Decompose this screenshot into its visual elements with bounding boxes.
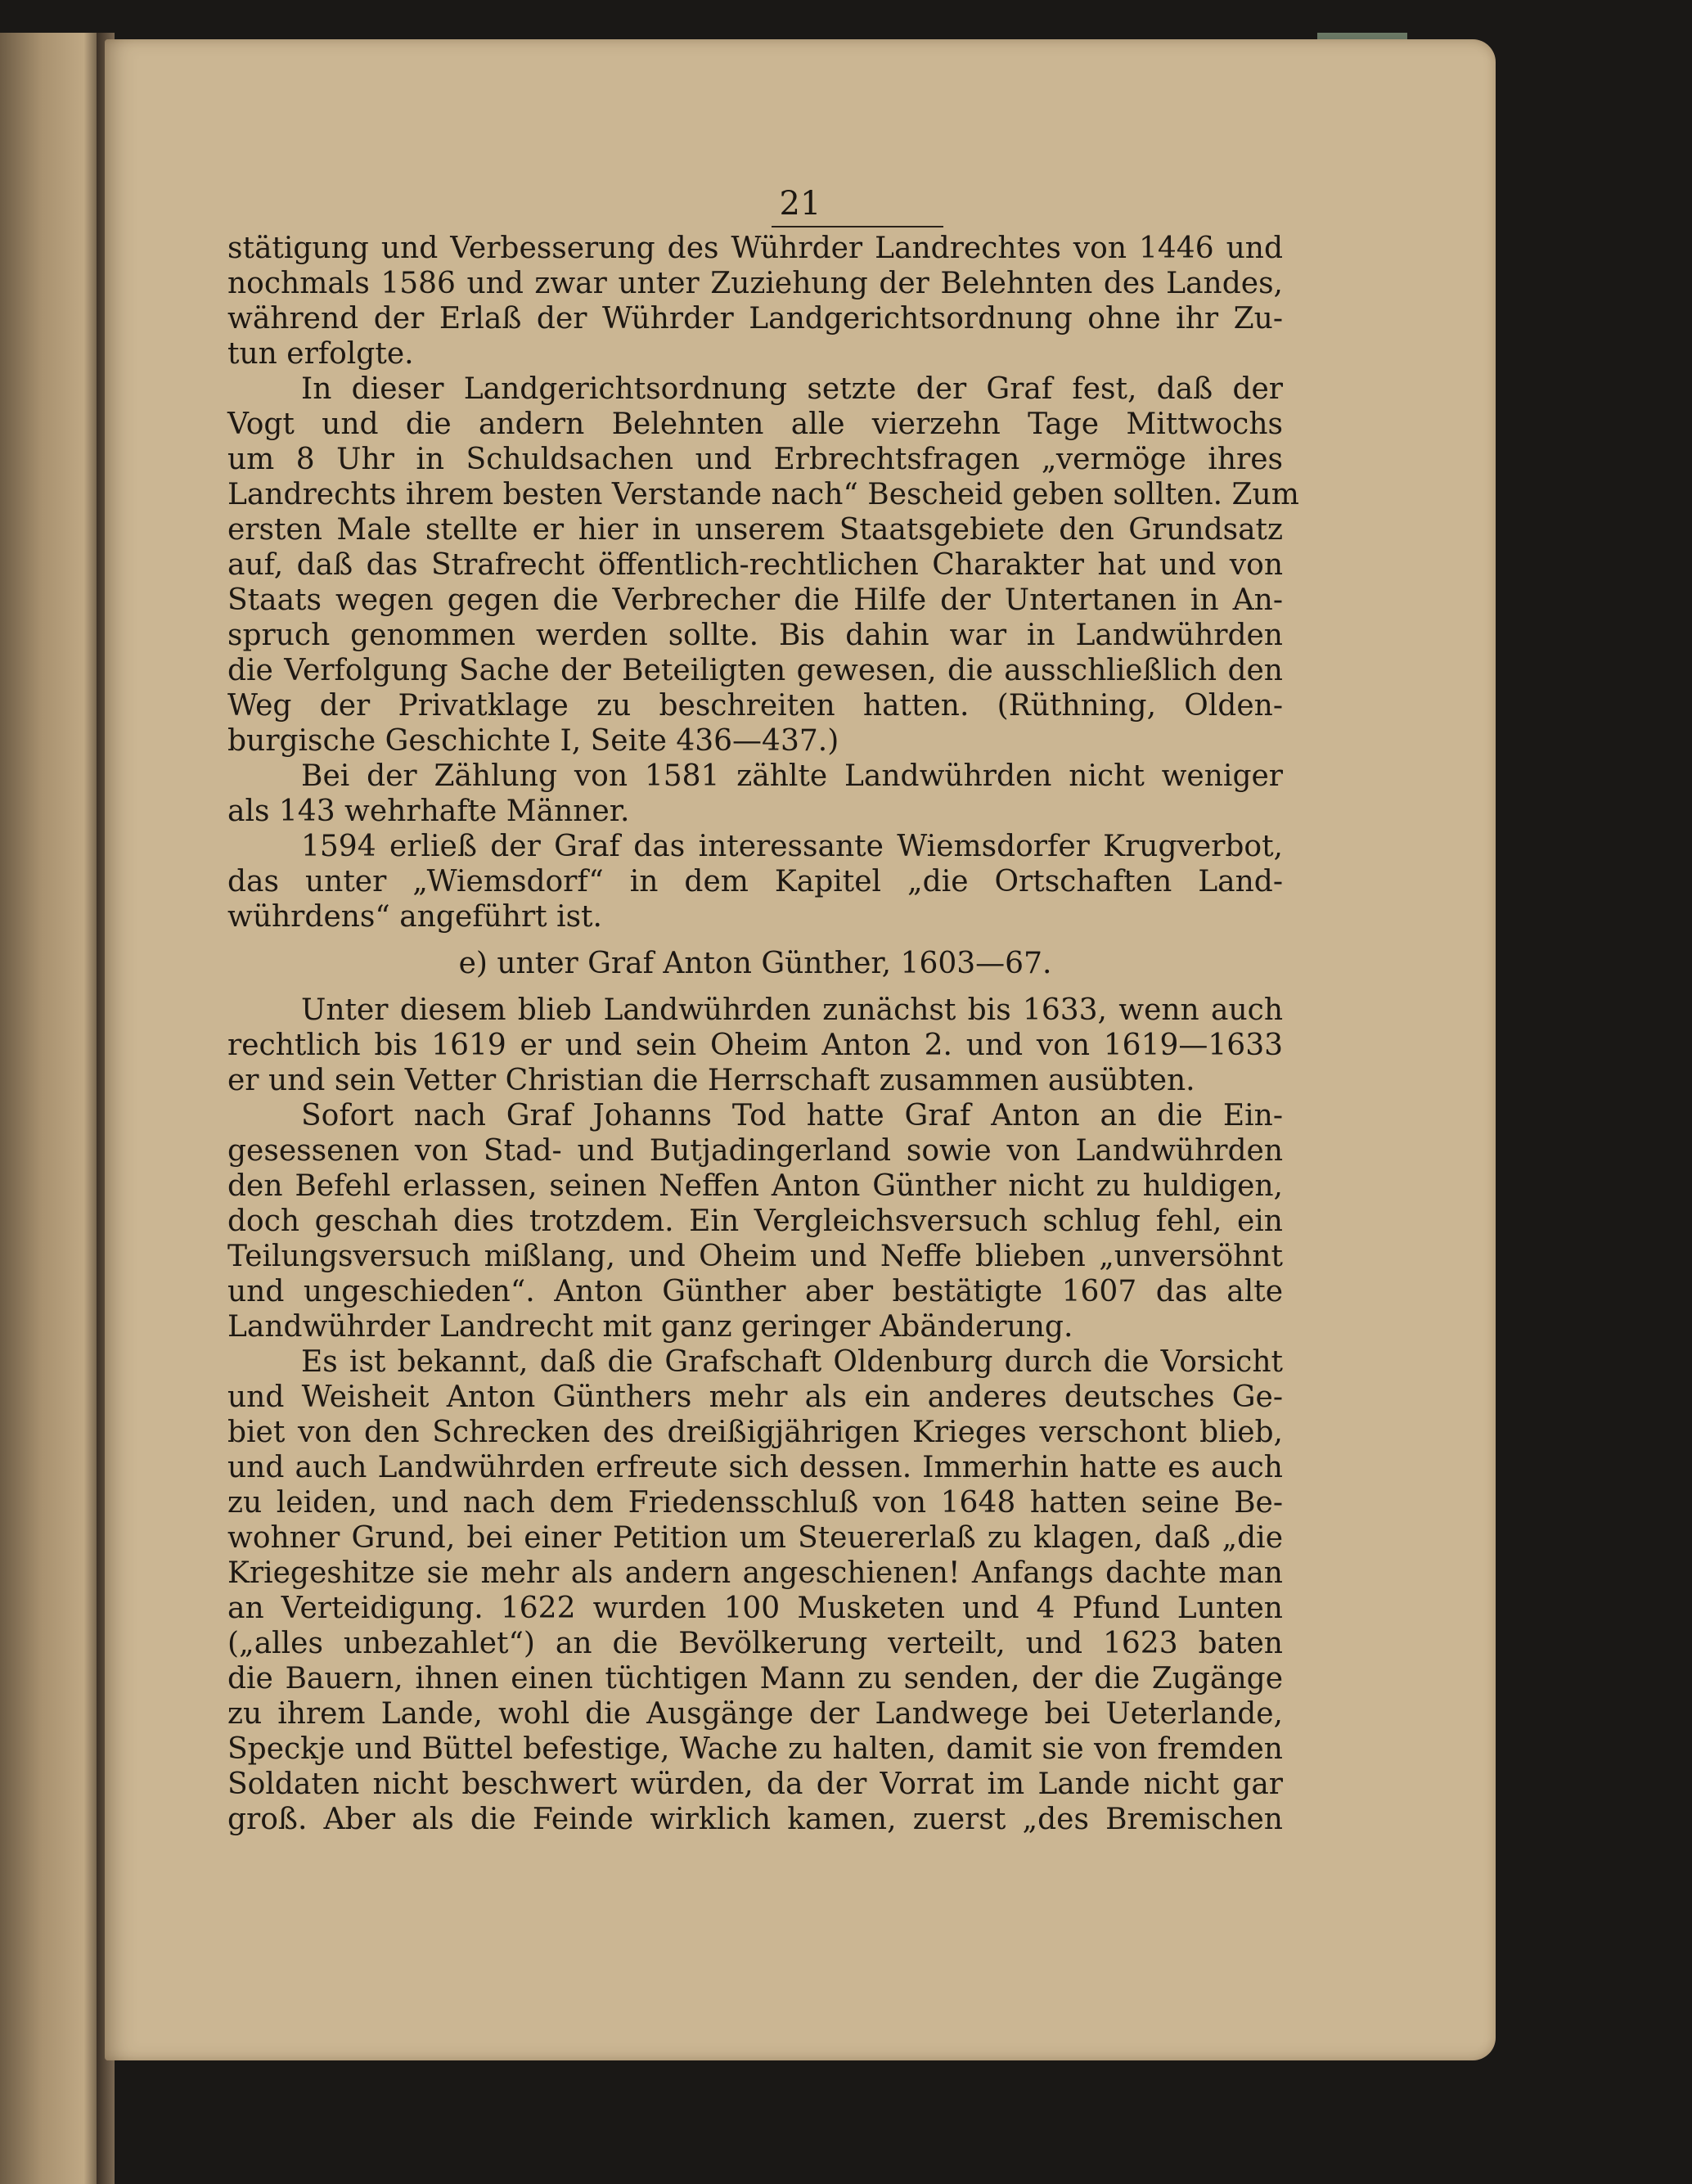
text-line: und Weisheit Anton Günthers mehr als ein anderes deutsches Ge- xyxy=(227,1380,1283,1414)
text-line: Teilungsversuch mißlang, und Oheim und Neffe blieben „unversöhnt xyxy=(227,1240,1283,1273)
text-line: Vogt und die andern Belehnten alle vierzehn Tage Mittwochs xyxy=(227,408,1283,441)
text-line: während der Erlaß der Wührder Landgerichtsordnung ohne ihr Zu- xyxy=(227,302,1283,335)
text-line: und ungeschieden“. Anton Günther aber bestätigte 1607 das alte xyxy=(227,1275,1283,1308)
text-line: zu ihrem Lande, wohl die Ausgänge der Landwege bei Ueterlande, xyxy=(227,1697,1283,1731)
text-line: auf, daß das Strafrecht öffentlich-rechtlichen Charakter hat und von xyxy=(227,548,1283,582)
text-line: Kriegeshitze sie mehr als andern angeschienen! Anfangs dachte man xyxy=(227,1556,1283,1590)
text-line: stätigung und Verbesserung des Wührder Landrechtes von 1446 und xyxy=(227,232,1283,265)
text-line: die Bauern, ihnen einen tüchtigen Mann zu senden, der die Zugänge xyxy=(227,1662,1283,1695)
text-line: In dieser Landgerichtsordnung setzte der Graf fest, daß der xyxy=(301,372,1283,406)
text-line: nochmals 1586 und zwar unter Zuziehung der Belehnten des Landes, xyxy=(227,267,1283,300)
text-line: Weg der Privatklage zu beschreiten hatten. (Rüthning, Olden- xyxy=(227,689,1283,723)
text-line: Speckje und Büttel befestige, Wache zu halten, damit sie von fremden xyxy=(227,1732,1283,1766)
text-line: groß. Aber als die Feinde wirklich kamen, zuerst „des Bremischen xyxy=(227,1803,1283,1836)
text-line: er und sein Vetter Christian die Herrschaft zusammen ausübten. xyxy=(227,1064,1195,1097)
text-line: das unter „Wiemsdorf“ in dem Kapitel „die Ortschaften Land- xyxy=(227,865,1283,898)
text-line: und auch Landwührden erfreute sich dessen. Immerhin hatte es auch xyxy=(227,1451,1283,1484)
text-line: doch geschah dies trotzdem. Ein Vergleichsversuch schlug fehl, ein xyxy=(227,1205,1283,1238)
text-line: biet von den Schrecken des dreißigjährigen Krieges verschont blieb, xyxy=(227,1416,1283,1449)
text-line: Unter diesem blieb Landwührden zunächst bis 1633, wenn auch xyxy=(301,993,1283,1027)
header-rule xyxy=(772,226,943,227)
text-line: Bei der Zählung von 1581 zählte Landwührden nicht weniger xyxy=(301,759,1283,793)
text-line: um 8 Uhr in Schuldsachen und Erbrechtsfragen „vermöge ihres xyxy=(227,443,1283,476)
section-heading: e) unter Graf Anton Günther, 1603—67. xyxy=(458,947,1052,980)
text-line: die Verfolgung Sache der Beteiligten gewesen, die ausschließlich den xyxy=(227,654,1283,687)
text-line: Sofort nach Graf Johanns Tod hatte Graf Anton an die Ein- xyxy=(301,1099,1283,1133)
text-line: den Befehl erlassen, seinen Neffen Anton Günther nicht zu huldigen, xyxy=(227,1169,1283,1203)
text-line: burgische Geschichte I, Seite 436—437.) xyxy=(227,724,839,758)
body-text xyxy=(227,231,1299,1837)
text-line: tun erfolgte. xyxy=(227,337,414,371)
left-page-edge xyxy=(0,33,105,2184)
text-line: wohner Grund, bei einer Petition um Steuererlaß zu klagen, daß „die xyxy=(227,1521,1283,1555)
page-number: 21 xyxy=(779,185,821,223)
text-line: Soldaten nicht beschwert würden, da der Vorrat im Lande nicht gar xyxy=(227,1767,1283,1801)
text-line: Landrechts ihrem besten Verstande nach“ Bescheid geben sollten. Zum xyxy=(227,478,1299,511)
text-line: rechtlich bis 1619 er und sein Oheim Anton 2. und von 1619—1633 xyxy=(227,1029,1283,1062)
text-line: ersten Male stellte er hier in unserem Staatsgebiete den Grundsatz xyxy=(227,513,1283,547)
text-line: Landwührder Landrecht mit ganz geringer Abänderung. xyxy=(227,1310,1073,1344)
text-line: an Verteidigung. 1622 wurden 100 Musketen und 4 Pfund Lunten xyxy=(227,1592,1283,1625)
text-line: als 143 wehrhafte Männer. xyxy=(227,795,630,828)
text-line: Es ist bekannt, daß die Grafschaft Oldenburg durch die Vorsicht xyxy=(301,1345,1283,1379)
text-line: wührdens“ angeführt ist. xyxy=(227,900,602,934)
text-line: Staats wegen gegen die Verbrecher die Hilfe der Untertanen in An- xyxy=(227,583,1283,617)
text-line: 1594 erließ der Graf das interessante Wiemsdorfer Krugverbot, xyxy=(301,830,1283,863)
text-line: gesessenen von Stad- und Butjadingerland sowie von Landwührden xyxy=(227,1134,1283,1168)
text-line: („alles unbezahlet“) an die Bevölkerung verteilt, und 1623 baten xyxy=(227,1627,1283,1660)
text-line: spruch genommen werden sollte. Bis dahin war in Landwührden xyxy=(227,619,1283,652)
text-line: zu leiden, und nach dem Friedensschluß von 1648 hatten seine Be- xyxy=(227,1486,1283,1520)
